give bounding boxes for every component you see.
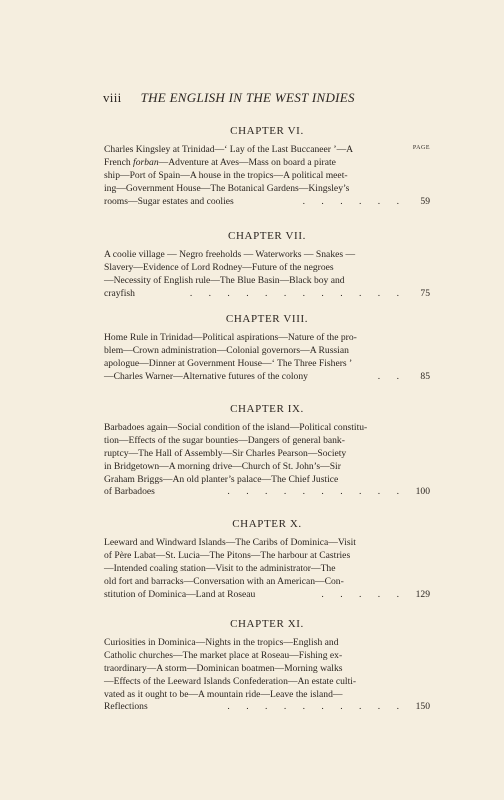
summary-line: of Père Labat—St. Lucia—The Pitons—The harbour at Castries: [104, 549, 351, 561]
summary-line: ing—Government House—The Botanical Gardens—Kingsley’s: [104, 182, 350, 194]
summary-line: French forban—Adventure at Aves—Mass on board a pirate: [104, 156, 336, 168]
summary-line: apologue—Dinner at Government House—‘ The Three Fishers ’: [104, 357, 353, 369]
summary-line: —Necessity of English rule—The Blue Basin—Black boy and: [104, 274, 345, 286]
summary-line: blem—Crown administration—Colonial governors—A Russian: [104, 344, 349, 356]
chapter-summary: [104, 422, 430, 499]
chapter-summary: [104, 332, 430, 384]
chapter-summary: [104, 249, 430, 301]
chapter-heading: CHAPTER X.: [232, 518, 302, 530]
summary-line: tion—Effects of the sugar bounties—Dangers of general bank-: [104, 434, 345, 446]
summary-line: A coolie village — Negro freeholds — Waterworks — Snakes —: [104, 248, 356, 260]
chapter-xi: [104, 618, 430, 714]
chapter-summary: [104, 144, 430, 209]
summary-line: in Bridgetown—A morning drive—Church of St. John’s—Sir: [104, 460, 341, 472]
chapter-summary: [104, 637, 430, 714]
page-reference: 100: [415, 486, 430, 498]
summary-last-line: rooms—Sugar estates and coolies . . . . . . 59: [104, 195, 430, 207]
summary-line: Home Rule in Trinidad—Political aspirations—Nature of the pro-: [104, 331, 357, 343]
chapter-heading: CHAPTER VIII.: [225, 313, 309, 325]
summary-last-line: of Barbadoes . . . . . . . . . . 100: [104, 486, 430, 498]
summary-last-line: stitution of Dominica—Land at Roseau . . . . . 129: [104, 588, 430, 600]
summary-line: old fort and barracks—Conversation with an American—Con-: [104, 575, 344, 587]
summary-line: Slavery—Evidence of Lord Rodney—Future of the negroes: [104, 261, 334, 273]
summary-line: Catholic churches—The market place at Roseau—Fishing ex-: [104, 649, 343, 661]
page-number: viii: [103, 90, 122, 105]
page-reference: 59: [420, 195, 430, 207]
summary-line: Barbadoes again—Social condition of the island—Political constitu-: [104, 421, 368, 433]
chapter-viii: [104, 313, 430, 384]
summary-line: traordinary—A storm—Dominican boatmen—Morning walks: [104, 662, 343, 674]
chapter-heading: CHAPTER VI.: [230, 125, 304, 137]
page-reference: 75: [420, 287, 430, 299]
summary-line: —Effects of the Leeward Islands Confederation—An estate culti-: [104, 675, 357, 687]
summary-line: Curiosities in Dominica—Nights in the tropics—English and: [104, 636, 339, 648]
chapter-x: [104, 518, 430, 601]
summary-last-line: Reflections . . . . . . . . . . 150: [104, 701, 430, 713]
summary-line: Charles Kingsley at Trinidad—‘ Lay of the Last Buccaneer ’—A: [104, 143, 354, 155]
page-reference: 150: [415, 701, 430, 713]
page-reference: 129: [415, 588, 430, 600]
summary-line: Graham Briggs—An old planter’s palace—The Chief Justice: [104, 473, 339, 485]
summary-line: vated as it ought to be—A mountain ride—Leave the island—: [104, 688, 343, 700]
chapter-heading: CHAPTER IX.: [230, 403, 304, 415]
summary-last-line: —Charles Warner—Alternative futures of the colony . . 85: [104, 370, 430, 382]
chapter-heading: CHAPTER XI.: [230, 618, 304, 630]
page-column-label: PAGE: [412, 145, 430, 151]
chapter-ix: [104, 403, 430, 499]
summary-last-line: crayfish . . . . . . . . . . . . 75: [104, 287, 430, 299]
running-head: [103, 90, 403, 106]
summary-line: ship—Port of Spain—A house in the tropics—A political meet-: [104, 169, 348, 181]
chapter-summary: [104, 537, 430, 602]
summary-line: ruptcy—The Hall of Assembly—Sir Charles Pearson—Society: [104, 447, 347, 459]
chapter-vi: [104, 125, 430, 208]
running-title: THE ENGLISH IN THE WEST INDIES: [140, 90, 355, 105]
summary-line: —Intended coaling station—Visit to the administrator—The: [104, 562, 336, 574]
page-reference: 85: [420, 370, 430, 382]
chapter-vii: [104, 230, 430, 301]
summary-line: Leeward and Windward Islands—The Caribs of Dominica—Visit: [104, 536, 356, 548]
chapter-heading: CHAPTER VII.: [228, 230, 306, 242]
